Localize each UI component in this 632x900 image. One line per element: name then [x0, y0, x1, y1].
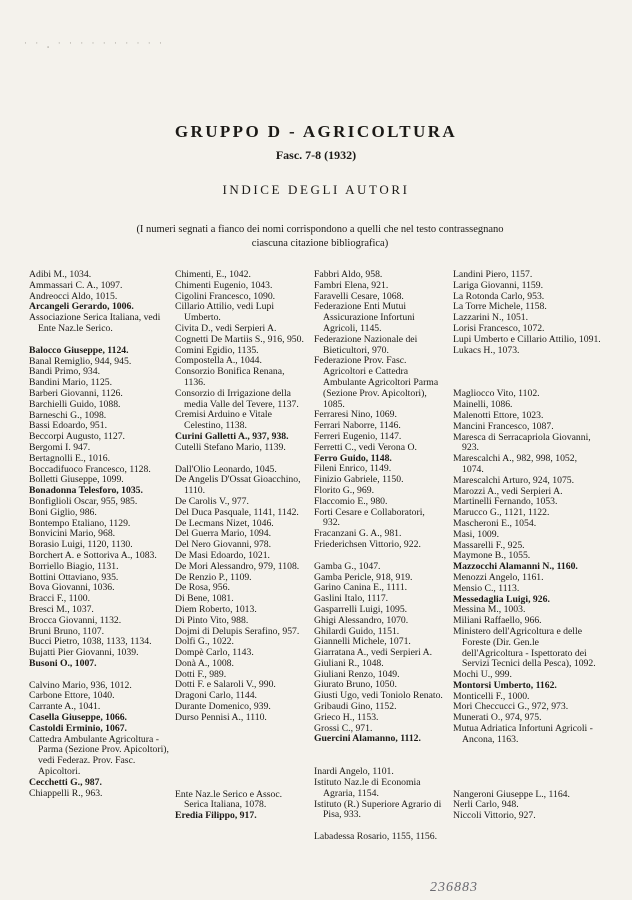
- author-entry: Dotti F. e Salaroli V., 990.: [175, 679, 276, 691]
- author-entry: Cognetti De Martiis S., 916, 950.: [175, 333, 304, 345]
- author-entry: Ferreri Eugenio, 1147.: [314, 430, 402, 442]
- entry-spacer: [453, 768, 601, 779]
- author-entry: Miliani Raffaello, 966.: [453, 615, 542, 627]
- author-entry: Faravelli Cesare, 1068.: [314, 290, 404, 302]
- author-entry: Chiappelli R., 963.: [29, 787, 103, 799]
- author-entry: Marucco G., 1121, 1122.: [453, 507, 550, 519]
- author-entry: Bonadonna Telesforo, 1035.: [29, 485, 143, 497]
- author-entry: Labadessa Rosario, 1155, 1156.: [314, 831, 438, 843]
- author-entry: Donà A., 1008.: [175, 657, 234, 669]
- handwritten-inventory-number: 236883: [430, 880, 478, 895]
- author-entry: Fambri Elena, 921.: [314, 279, 389, 291]
- author-entry: Guercini Alamanno, 1112.: [314, 733, 421, 745]
- author-entry: Masi, 1009.: [453, 528, 500, 540]
- author-entry: Mancini Francesco, 1087.: [453, 420, 554, 432]
- author-entry: Lukacs H., 1073.: [453, 344, 520, 356]
- author-entry: Monticelli F., 1000.: [453, 690, 530, 702]
- author-entry: La Rotonda Carlo, 953.: [453, 290, 545, 302]
- author-entry: Ferrari Naborre, 1146.: [314, 420, 401, 432]
- author-entry: Munerati O., 974, 975.: [453, 712, 542, 724]
- author-entry: Ente Naz.le Serico e Assoc. Serica Italiana, 1078.: [175, 788, 283, 811]
- entry-spacer: [453, 746, 601, 757]
- author-entry: Barberi Giovanni, 1126.: [29, 387, 123, 399]
- author-entry: Borchert A. e Sottoriva A., 1083.: [29, 549, 157, 561]
- author-entry: Ministero dell'Agricoltura e delle Foreste (Dir. Gen.le dell'Agricoltura - Ispettorato dei Servizi Tecnici della Pesca), 1092.: [453, 625, 596, 670]
- author-entry: Beccorpi Augusto, 1127.: [29, 431, 125, 443]
- author-entry: Bottini Ottaviano, 935.: [29, 571, 119, 583]
- entry-spacer: [453, 757, 601, 768]
- author-entry: Federazione Prov. Fasc. Agricoltori e Cattedra Ambulante Agricoltori Parma (Sezione Prov. Apicoltori), 1085.: [314, 355, 439, 410]
- author-entry: Ghigi Alessandro, 1070.: [314, 614, 409, 626]
- author-entry: Bova Giovanni, 1036.: [29, 582, 115, 594]
- entry-spacer: [175, 768, 307, 779]
- author-entry: Friederichsen Vittorio, 922.: [314, 538, 421, 550]
- author-entry: Ferraresi Nino, 1069.: [314, 409, 397, 421]
- author-entry: Marescalchi A., 982, 998, 1052, 1074.: [453, 453, 578, 475]
- author-entry: De Rosa, 956.: [175, 582, 230, 594]
- author-entry: Massarelli F., 925.: [453, 539, 525, 551]
- author-entry: Bruni Bruno, 1107.: [29, 625, 104, 637]
- author-entry: Boni Giglio, 986.: [29, 506, 97, 518]
- author-entry: Giuliani Renzo, 1049.: [314, 668, 400, 680]
- author-entry: Marescalchi Arturo, 924, 1075.: [453, 474, 575, 486]
- author-entry: Gasparrelli Luigi, 1095.: [314, 603, 408, 615]
- author-entry: Cutelli Stefano Mario, 1139.: [175, 441, 286, 453]
- author-entry: Gamba G., 1047.: [314, 560, 381, 572]
- author-entry: Mazzocchi Alamanni N., 1160.: [453, 561, 578, 573]
- author-entry: Dotti F., 989.: [175, 668, 227, 680]
- author-entry: Durso Pennisi A., 1110.: [175, 711, 267, 723]
- index-note-line-2: ciascuna citazione bibliografica): [251, 238, 389, 249]
- author-entry: Marozzi A., vedi Serpieri A.: [453, 485, 563, 497]
- author-entry: Giarratana A., vedi Serpieri A.: [314, 647, 433, 659]
- author-entry: De Renzio P., 1109.: [175, 571, 252, 583]
- author-entry: Carrante A., 1041.: [29, 701, 101, 713]
- author-entry: Niccoli Vittorio, 927.: [453, 810, 536, 822]
- author-entry: Castoldi Erminio, 1067.: [29, 722, 127, 734]
- author-entry: Consorzio Bonifica Renana, 1136.: [175, 366, 285, 388]
- author-entry: De Mori Alessandro, 979, 1108.: [175, 560, 300, 572]
- author-entry: Associazione Serica Italiana, vedi Ente Naz.le Serico.: [29, 312, 161, 334]
- author-entry: Malenotti Ettore, 1023.: [453, 409, 544, 421]
- author-entry: Bolletti Giuseppe, 1099.: [29, 474, 124, 486]
- author-entry: Giurato Bruno, 1050.: [314, 679, 397, 691]
- author-entry: Bonvicini Mario, 968.: [29, 528, 116, 540]
- author-entry: Bertagnolli E., 1016.: [29, 452, 110, 464]
- author-entry: Civita D., vedi Serpieri A.: [175, 322, 277, 334]
- author-entry: Casella Giuseppe, 1066.: [29, 712, 127, 724]
- author-entry: Nerli Carlo, 948.: [453, 799, 519, 811]
- author-column-3: [314, 270, 444, 843]
- author-entry: Dall'Olio Leonardo, 1045.: [175, 463, 277, 475]
- author-entry: Ghilardi Guido, 1151.: [314, 625, 400, 637]
- author-entry: Florito G., 969.: [314, 484, 375, 496]
- author-entry: Compostella A., 1044.: [175, 355, 262, 367]
- author-entry: Nangeroni Giuseppe L., 1164.: [453, 788, 570, 800]
- author-entry: La Torre Michele, 1158.: [453, 301, 547, 313]
- author-entry: Istituto Naz.le di Economia Agraria, 1154.: [314, 777, 421, 799]
- author-entry: Garino Canina E., 1111.: [314, 582, 408, 594]
- author-entry: Durante Domenico, 939.: [175, 701, 271, 713]
- author-entry: De Lecmans Nizet, 1046.: [175, 517, 274, 529]
- author-entry: Martinelli Fernando, 1053.: [453, 496, 558, 508]
- author-entry: Mensio C., 1113.: [453, 582, 520, 594]
- author-entry: Finizio Gabriele, 1150.: [314, 474, 404, 486]
- author-entry: Lorisi Francesco, 1072.: [453, 322, 545, 334]
- author-entry: Del Nero Giovanni, 978.: [175, 539, 272, 551]
- author-entry: Cattedra Ambulante Agricoltura - Parma (Sezione Prov. Apicoltori), vedi Federaz. Prov. Fasc. Apicoltori.: [29, 733, 169, 778]
- author-entry: Inardi Angelo, 1101.: [314, 766, 394, 778]
- author-entry: Comini Egidio, 1135.: [175, 344, 259, 356]
- entry-spacer: [175, 746, 307, 757]
- entry-spacer: [453, 367, 601, 378]
- author-entry: Montorsi Umberto, 1162.: [453, 679, 557, 691]
- author-entry: Fabbri Aldo, 958.: [314, 269, 383, 280]
- author-entry: Grossi C., 971.: [314, 722, 373, 734]
- author-entry: Barchielli Guido, 1088.: [29, 398, 121, 410]
- author-entry: Menozzi Angelo, 1161.: [453, 571, 544, 583]
- author-entry: Calvino Mario, 936, 1012.: [29, 679, 132, 691]
- author-entry: Brocca Giovanni, 1132.: [29, 614, 122, 626]
- author-entry: Gaslini Italo, 1117.: [314, 593, 389, 605]
- author-entry: Giannelli Michele, 1071.: [314, 636, 411, 648]
- entry-spacer: [175, 724, 307, 735]
- author-entry: Ferretti C., vedi Verona O.: [314, 441, 417, 453]
- author-entry: Landini Piero, 1157.: [453, 269, 533, 280]
- author-entry: Del Duca Pasquale, 1141, 1142.: [175, 506, 299, 518]
- author-entry: Federazione Nazionale dei Bieticultori, 970.: [314, 333, 418, 356]
- author-entry: Ferro Guido, 1148.: [314, 452, 392, 464]
- author-entry: Balocco Giuseppe, 1124.: [29, 344, 129, 356]
- entry-spacer: [175, 757, 307, 768]
- group-title: GRUPPO D - AGRICOLTURA: [174, 122, 458, 141]
- author-entry: Boccadifuoco Francesco, 1128.: [29, 463, 151, 475]
- author-entry: Gamba Pericle, 918, 919.: [314, 571, 413, 583]
- author-entry: Cremisi Arduino e Vitale Celestino, 1138.: [175, 409, 272, 432]
- author-entry: Grieco H., 1153.: [314, 711, 379, 723]
- author-entry: Lariga Giovanni, 1159.: [453, 279, 544, 291]
- author-entry: Lazzarini N., 1051.: [453, 312, 529, 324]
- author-entry: Mutua Adriatica Infortuni Agricoli - Ancona, 1163.: [453, 723, 593, 745]
- author-entry: Di Bene, 1081.: [175, 593, 234, 605]
- author-entry: Forti Cesare e Collaboratori, 932.: [314, 506, 425, 529]
- author-entry: Magliocco Vito, 1102.: [453, 388, 540, 400]
- author-entry: Adibi M., 1034.: [29, 269, 92, 280]
- author-column-2: [175, 270, 307, 822]
- author-entry: Cecchetti G., 987.: [29, 776, 102, 788]
- author-entry: Mochi U., 999.: [453, 669, 512, 681]
- author-entry: Ammassari C. A., 1097.: [29, 279, 123, 291]
- author-entry: Fileni Enrico, 1149.: [314, 463, 392, 475]
- entry-spacer: [175, 454, 307, 465]
- author-entry: Bandini Mario, 1125.: [29, 377, 113, 389]
- author-entry: Dojmi di Delupis Serafino, 957.: [175, 625, 300, 637]
- author-entry: Consorzio di Irrigazione della media Valle del Tevere, 1137.: [175, 387, 299, 410]
- author-entry: Busoni O., 1007.: [29, 657, 97, 669]
- author-entry: De Angelis D'Ossat Gioacchino, 1110.: [175, 474, 301, 497]
- author-entry: Curini Galletti A., 937, 938.: [175, 430, 289, 442]
- author-entry: Arcangeli Gerardo, 1006.: [29, 301, 134, 313]
- index-note: [90, 223, 550, 251]
- author-column-4: [453, 270, 601, 822]
- author-entry: Barneschi G., 1098.: [29, 409, 107, 421]
- author-entry: Bracci F., 1100.: [29, 593, 91, 605]
- author-entry: Eredia Filippo, 917.: [175, 810, 257, 822]
- author-entry: Messina M., 1003.: [453, 604, 526, 616]
- author-entry: Mainelli, 1086.: [453, 399, 513, 411]
- author-entry: Del Guerra Mario, 1094.: [175, 528, 272, 540]
- author-entry: Bucci Pietro, 1038, 1133, 1134.: [29, 636, 152, 648]
- author-entry: De Masi Edoardo, 1021.: [175, 549, 270, 561]
- author-entry: Giusti Ugo, vedi Toniolo Renato.: [314, 690, 443, 702]
- author-entry: Bassi Edoardo, 951.: [29, 420, 108, 432]
- author-entry: Cigolini Francesco, 1090.: [175, 290, 276, 302]
- author-entry: Diem Roberto, 1013.: [175, 603, 257, 615]
- entry-spacer: [175, 735, 307, 746]
- index-title: INDICE DEGLI AUTORI: [222, 182, 410, 197]
- author-entry: Gribaudi Gino, 1152.: [314, 701, 397, 713]
- author-entry: Lupi Umberto e Cillario Attilio, 1091.: [453, 333, 601, 345]
- author-entry: Istituto (R.) Superiore Agrario di Pisa, 933.: [314, 798, 442, 821]
- author-entry: Bonfiglioli Oscar, 955, 985.: [29, 495, 138, 507]
- author-entry: Cillario Attilio, vedi Lupi Umberto.: [175, 301, 275, 324]
- author-entry: Carbone Ettore, 1040.: [29, 690, 115, 702]
- author-entry: Dolfi G., 1022.: [175, 636, 234, 648]
- author-entry: Bergomi I. 947.: [29, 441, 91, 453]
- entry-spacer: [314, 745, 444, 756]
- author-entry: Dragoni Carlo, 1144.: [175, 690, 257, 702]
- author-entry: Bujatti Pier Giovanni, 1039.: [29, 647, 139, 659]
- author-entry: Flaccomio E., 980.: [314, 495, 388, 507]
- author-entry: Mascheroni E., 1054.: [453, 517, 537, 529]
- author-entry: Chimenti Eugenio, 1043.: [175, 279, 273, 291]
- entry-spacer: [453, 356, 601, 367]
- author-entry: Fracanzani G. A., 981.: [314, 528, 402, 540]
- author-entry: Mori Checcucci G., 972, 973.: [453, 701, 569, 713]
- author-entry: Dompè Carlo, 1143.: [175, 647, 254, 659]
- author-entry: Borasio Luigi, 1120, 1130.: [29, 539, 133, 551]
- author-entry: Giuliani R., 1048.: [314, 657, 384, 669]
- author-entry: Bresci M., 1037.: [29, 603, 94, 615]
- author-entry: Maymone B., 1055.: [453, 550, 531, 562]
- author-entry: Borriello Biagio, 1131.: [29, 560, 119, 572]
- fascicle-label: Fasc. 7-8 (1932): [275, 148, 357, 162]
- author-entry: Chimenti, E., 1042.: [175, 269, 251, 280]
- author-entry: Di Pinto Vito, 988.: [175, 614, 249, 626]
- author-entry: Maresca di Serracapriola Giovanni, 923.: [453, 431, 591, 454]
- author-entry: Andreocci Aldo, 1015.: [29, 290, 118, 302]
- index-note-line-1: (I numeri segnati a fianco dei nomi corrispondono a quelli che nel testo contrassegnano: [136, 224, 504, 235]
- author-entry: Messedaglia Luigi, 926.: [453, 593, 550, 605]
- author-entry: Bontempo Etaliano, 1129.: [29, 517, 131, 529]
- faded-header-marks: · · ¸ · · · · · · · · · ·: [24, 38, 165, 48]
- author-entry: Banal Remiglio, 944, 945.: [29, 355, 132, 367]
- author-entry: De Carolis V., 977.: [175, 495, 249, 507]
- author-entry: Bandi Primo, 934.: [29, 366, 101, 378]
- author-entry: Federazione Enti Mutui Assicurazione Infortuni Agricoli, 1145.: [314, 301, 415, 334]
- author-column-1: [29, 270, 177, 799]
